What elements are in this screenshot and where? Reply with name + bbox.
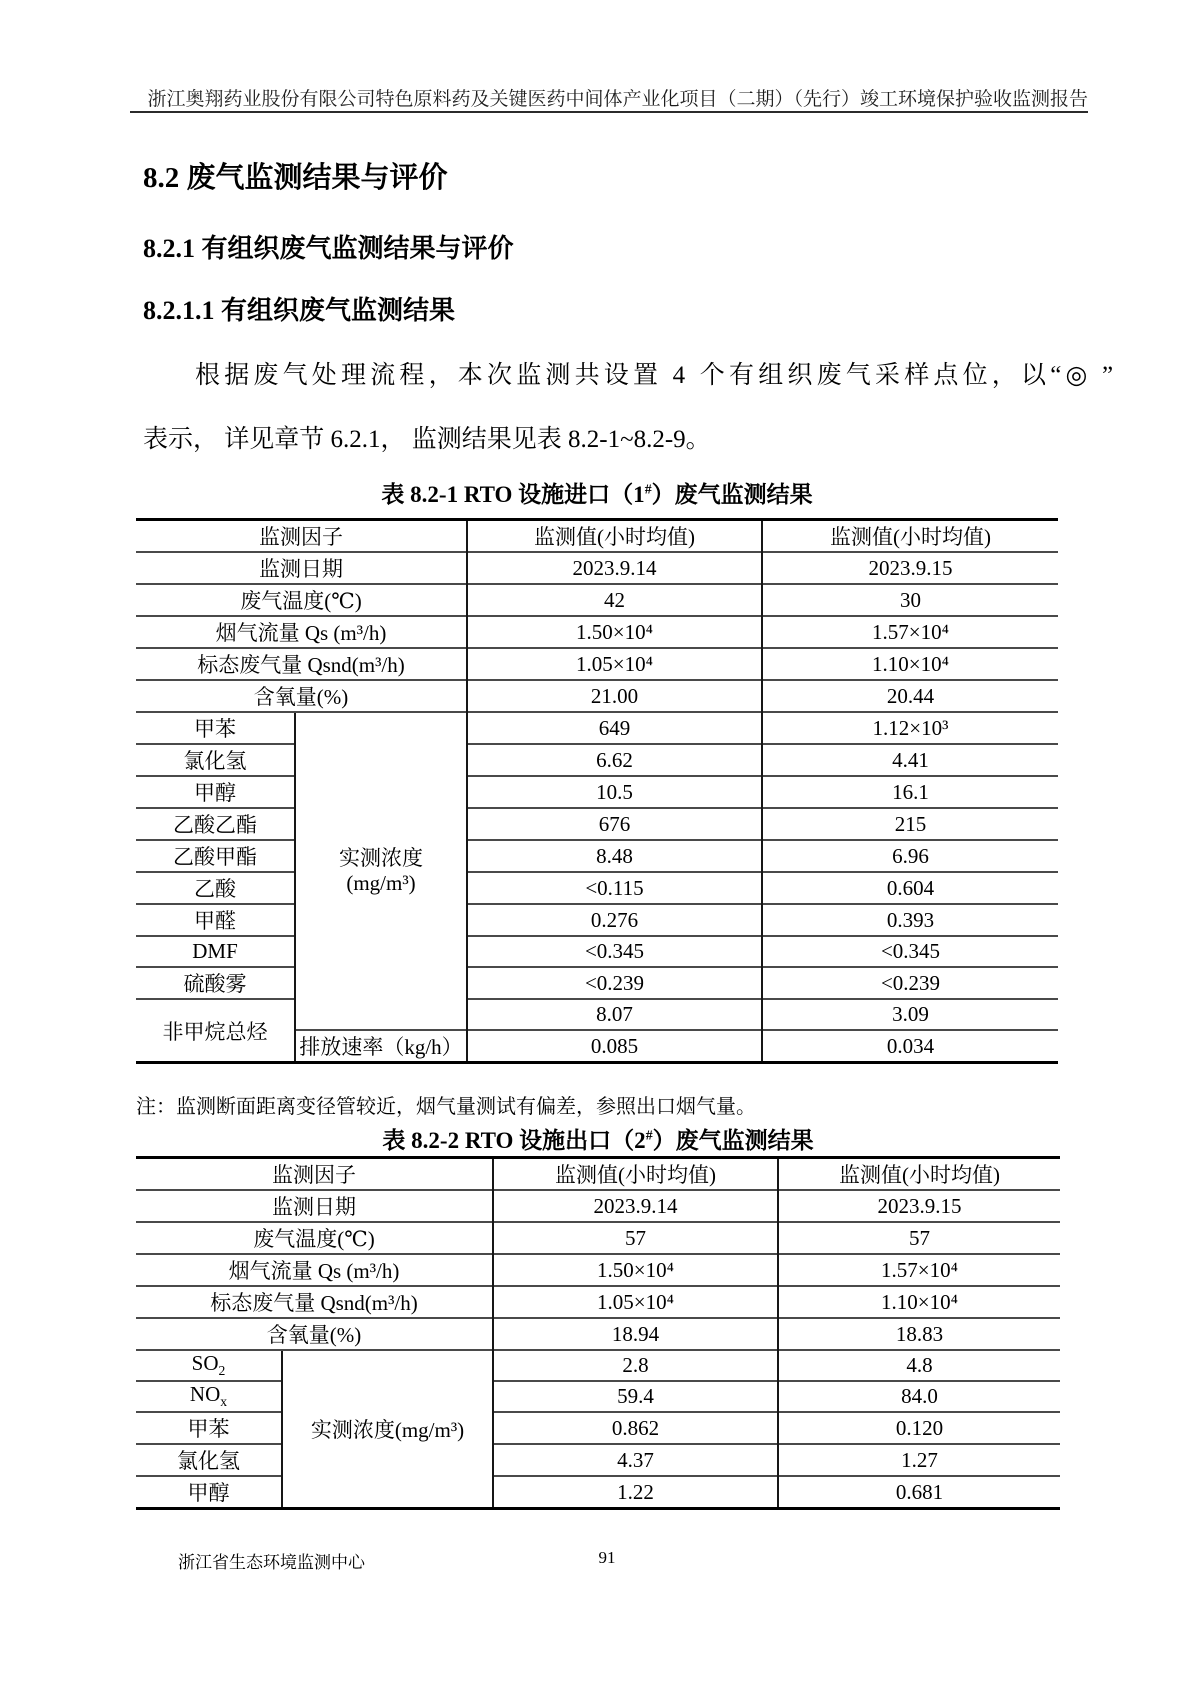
pollutant-name-cell: 硫酸雾 — [136, 967, 295, 999]
pollutant-base: NO — [189, 1382, 221, 1407]
header-value-cell: 监测值(小时均值) — [467, 520, 762, 553]
paragraph-line-2: 表示， 详见章节 6.2.1， 监测结果见表 8.2-1~8.2-9。 — [143, 426, 711, 453]
measured-label-line2: (mg/m³) — [346, 871, 416, 895]
value-cell: 0.862 — [493, 1412, 778, 1444]
table1-note: 注：监测断面距离变径管较近，烟气量测试有偏差，参照出口烟气量。 — [136, 1096, 756, 1118]
value-cell: 3.09 — [762, 999, 1058, 1030]
table1-caption-post: ）废气监测结果 — [651, 482, 813, 507]
table-row — [136, 1476, 1060, 1509]
pollutant-name-cell: 甲醇 — [136, 776, 295, 808]
value-cell: 6.62 — [467, 744, 762, 776]
row-label-cell: 废气温度(℃) — [136, 584, 467, 616]
value-cell: 4.41 — [762, 744, 1058, 776]
footer-page-number: 91 — [598, 1548, 616, 1567]
value-cell: 1.57×10⁴ — [778, 1254, 1060, 1286]
table-row — [136, 872, 1058, 904]
measured-concentration-label-cell: 实测浓度(mg/m³) — [282, 1350, 493, 1509]
pollutant-name-cell — [136, 1381, 282, 1412]
table-row — [136, 999, 1058, 1030]
table-row — [136, 520, 1058, 553]
heading-8-2-1-1: 8.2.1.1 有组织废气监测结果 — [143, 296, 456, 325]
value-cell: 2023.9.15 — [778, 1190, 1060, 1222]
value-cell: 0.393 — [762, 904, 1058, 936]
value-cell: <0.239 — [467, 967, 762, 999]
table-row — [136, 1381, 1060, 1412]
heading-8-2-1: 8.2.1 有组织废气监测结果与评价 — [143, 234, 514, 263]
header-value-cell: 监测值(小时均值) — [778, 1158, 1060, 1191]
row-label-cell: 监测日期 — [136, 552, 467, 584]
value-cell: 42 — [467, 584, 762, 616]
value-cell: 16.1 — [762, 776, 1058, 808]
paragraph-line-1: 根据废气处理流程，本次监测共设置 4 个有组织废气采样点位，以“◎ ” — [195, 362, 1118, 389]
pollutant-base: SO — [191, 1351, 219, 1376]
value-cell: 6.96 — [762, 840, 1058, 872]
footer-organization: 浙江省生态环境监测中心 — [178, 1553, 365, 1572]
value-cell: 0.681 — [778, 1476, 1060, 1509]
value-cell: 57 — [778, 1222, 1060, 1254]
pollutant-name-cell: 乙酸乙酯 — [136, 808, 295, 840]
row-label-cell: 标态废气量 Qsnd(m³/h) — [136, 1286, 493, 1318]
measured-concentration-label-cell — [295, 712, 467, 1030]
value-cell: 4.8 — [778, 1350, 1060, 1381]
value-cell: 1.10×10⁴ — [762, 648, 1058, 680]
pollutant-name-cell: DMF — [136, 936, 295, 967]
table-row — [136, 1158, 1060, 1191]
value-cell: 0.085 — [467, 1030, 762, 1063]
value-cell: 8.07 — [467, 999, 762, 1030]
heading-8-2: 8.2 废气监测结果与评价 — [143, 162, 448, 194]
table2-caption — [136, 1122, 1060, 1155]
pollutant-name-cell: 乙酸甲酯 — [136, 840, 295, 872]
value-cell: <0.345 — [762, 936, 1058, 967]
table-row — [136, 1254, 1060, 1286]
row-label-cell: 监测日期 — [136, 1190, 493, 1222]
value-cell: 1.22 — [493, 1476, 778, 1509]
table-row — [136, 648, 1058, 680]
table-row — [136, 840, 1058, 872]
row-label-cell: 含氧量(%) — [136, 680, 467, 712]
row-label-cell: 标态废气量 Qsnd(m³/h) — [136, 648, 467, 680]
table-row — [136, 808, 1058, 840]
value-cell: 1.57×10⁴ — [762, 616, 1058, 648]
value-cell: 649 — [467, 712, 762, 744]
pollutant-name-cell: 甲醇 — [136, 1476, 282, 1509]
table-row — [136, 584, 1058, 616]
value-cell: 0.034 — [762, 1030, 1058, 1063]
table-row — [136, 1190, 1060, 1222]
nmhc-name-cell: 非甲烷总烃 — [136, 999, 295, 1063]
pollutant-name-cell: 甲苯 — [136, 712, 295, 744]
pollutant-name-cell: 甲苯 — [136, 1412, 282, 1444]
row-label-cell: 废气温度(℃) — [136, 1222, 493, 1254]
value-cell: 4.37 — [493, 1444, 778, 1476]
value-cell: 30 — [762, 584, 1058, 616]
value-cell: 1.50×10⁴ — [493, 1254, 778, 1286]
table-row — [136, 936, 1058, 967]
table-row — [136, 776, 1058, 808]
pollutant-name-cell: 甲醛 — [136, 904, 295, 936]
value-cell: 1.12×10³ — [762, 712, 1058, 744]
value-cell: 18.83 — [778, 1318, 1060, 1350]
value-cell: 1.27 — [778, 1444, 1060, 1476]
table1-caption — [136, 476, 1058, 509]
value-cell: <0.239 — [762, 967, 1058, 999]
value-cell: 215 — [762, 808, 1058, 840]
table-row — [136, 967, 1058, 999]
pollutant-name-cell: 乙酸 — [136, 872, 295, 904]
pollutant-name-cell — [136, 1350, 282, 1381]
value-cell: 676 — [467, 808, 762, 840]
row-label-cell: 烟气流量 Qs (m³/h) — [136, 616, 467, 648]
value-cell: 21.00 — [467, 680, 762, 712]
row-label-cell: 烟气流量 Qs (m³/h) — [136, 1254, 493, 1286]
table-row — [136, 1412, 1060, 1444]
table-row — [136, 552, 1058, 584]
value-cell: 1.05×10⁴ — [467, 648, 762, 680]
table1-caption-pre: 表 8.2-1 RTO 设施进口（1 — [381, 482, 645, 507]
table-8-2-1 — [136, 518, 1058, 1064]
page-header-rule — [130, 111, 1088, 113]
table-row — [136, 616, 1058, 648]
header-factor-cell: 监测因子 — [136, 520, 467, 553]
value-cell: 59.4 — [493, 1381, 778, 1412]
value-cell: 10.5 — [467, 776, 762, 808]
table-8-2-2 — [136, 1156, 1060, 1510]
pollutant-name-cell: 氯化氢 — [136, 744, 295, 776]
value-cell: 84.0 — [778, 1381, 1060, 1412]
value-cell: 20.44 — [762, 680, 1058, 712]
header-factor-cell: 监测因子 — [136, 1158, 493, 1191]
value-cell: 2023.9.14 — [493, 1190, 778, 1222]
table-row — [136, 744, 1058, 776]
measured-label-line1: 实测浓度 — [339, 846, 423, 870]
value-cell: 57 — [493, 1222, 778, 1254]
table-row — [136, 1444, 1060, 1476]
emission-rate-label-cell: 排放速率（kg/h） — [295, 1030, 467, 1063]
table2-caption-sup: # — [645, 1127, 653, 1143]
value-cell: 8.48 — [467, 840, 762, 872]
table-row — [136, 680, 1058, 712]
value-cell: 0.276 — [467, 904, 762, 936]
value-cell: 2.8 — [493, 1350, 778, 1381]
table-row — [136, 1286, 1060, 1318]
value-cell: 0.120 — [778, 1412, 1060, 1444]
table-row — [136, 712, 1058, 744]
value-cell: 18.94 — [493, 1318, 778, 1350]
table-row — [136, 1222, 1060, 1254]
value-cell: 1.50×10⁴ — [467, 616, 762, 648]
value-cell: 2023.9.15 — [762, 552, 1058, 584]
table-row — [136, 904, 1058, 936]
pollutant-subscript: x — [220, 1394, 228, 1410]
value-cell: 1.05×10⁴ — [493, 1286, 778, 1318]
value-cell: <0.115 — [467, 872, 762, 904]
value-cell: <0.345 — [467, 936, 762, 967]
table1-caption-sup: # — [644, 481, 652, 497]
value-cell: 1.10×10⁴ — [778, 1286, 1060, 1318]
table-row — [136, 1350, 1060, 1381]
table2-caption-pre: 表 8.2-2 RTO 设施出口（2 — [382, 1128, 646, 1153]
pollutant-subscript: 2 — [218, 1363, 226, 1379]
value-cell: 2023.9.14 — [467, 552, 762, 584]
row-label-cell: 含氧量(%) — [136, 1318, 493, 1350]
pollutant-name-cell: 氯化氢 — [136, 1444, 282, 1476]
page-header-title: 浙江奥翔药业股份有限公司特色原料药及关键医药中间体产业化项目（二期）（先行）竣工环境保护验收监测报告 — [147, 89, 1088, 110]
header-value-cell: 监测值(小时均值) — [493, 1158, 778, 1191]
table-row — [136, 1318, 1060, 1350]
value-cell: 0.604 — [762, 872, 1058, 904]
header-value-cell: 监测值(小时均值) — [762, 520, 1058, 553]
table2-caption-post: ）废气监测结果 — [652, 1128, 814, 1153]
